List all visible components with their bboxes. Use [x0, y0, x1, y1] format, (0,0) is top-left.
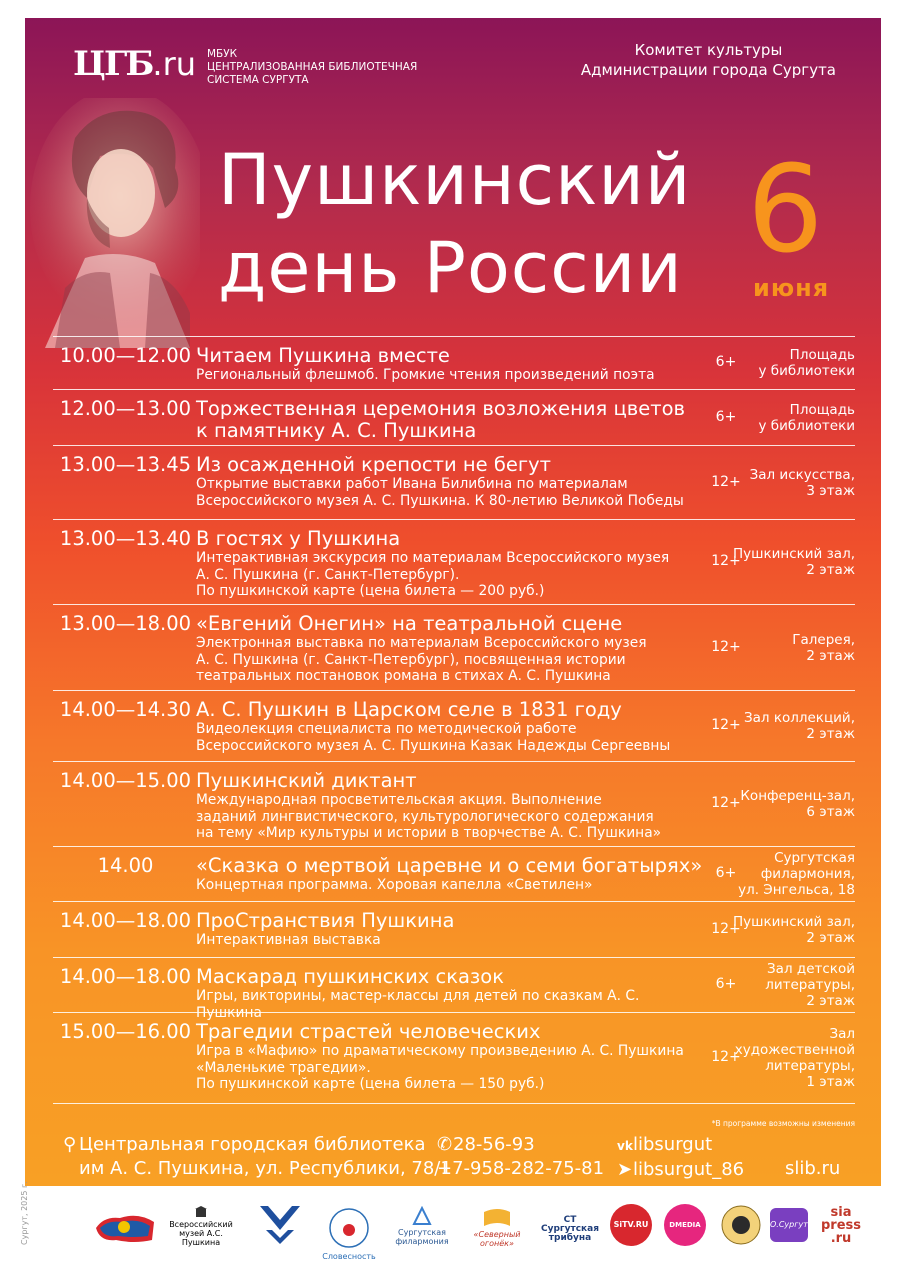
age-rating: 12+ — [711, 473, 741, 490]
phone-1[interactable]: 28-56-93 — [453, 1134, 535, 1155]
telegram-icon: ➤ — [617, 1159, 633, 1180]
date-day: 6 — [747, 141, 824, 280]
partner-surgut-tribune[interactable]: СТ Сургутская трибуна — [541, 1215, 599, 1243]
phone-2[interactable]: +7-958-282-75-81 — [437, 1158, 605, 1179]
partner-severny-ogonek[interactable]: «Северный огонёк» — [462, 1206, 532, 1248]
event-row — [53, 1012, 855, 1103]
logo-mark: ЦГБ.ru — [73, 44, 196, 84]
location-line: 2 этаж — [806, 993, 855, 1009]
event-description: заданий лингвистического, культурологического содержания — [196, 808, 654, 825]
event-description: По пушкинской карте (цена билета — 150 руб.) — [196, 1076, 545, 1092]
partner-dmedia[interactable]: DMEDIA — [664, 1204, 706, 1246]
event-info — [196, 613, 706, 685]
event-location — [730, 710, 855, 742]
event-title: А. С. Пушкин в Царском селе в 1831 году — [196, 698, 622, 721]
slovesnost-emblem-icon — [327, 1206, 371, 1250]
phones — [437, 1133, 604, 1181]
site-link[interactable]: slib.ru — [785, 1158, 841, 1179]
social-links — [617, 1133, 744, 1182]
vk-link[interactable]: vklibsurgut — [617, 1133, 744, 1158]
event-row — [53, 901, 855, 957]
event-location — [730, 546, 855, 578]
location-line: 2 этаж — [806, 562, 855, 578]
age-rating: 6+ — [715, 865, 737, 881]
location-line: Галерея, — [792, 631, 855, 648]
event-time: 14.00—18.00 — [59, 965, 192, 988]
event-row — [53, 389, 855, 445]
event-title: Читаем Пушкина вместе — [196, 344, 450, 367]
event-description: Интерактивная выставка — [196, 932, 381, 948]
event-description: А. С. Пушкина (г. Санкт-Петербург). — [196, 566, 460, 583]
event-row — [53, 519, 855, 604]
poster — [25, 18, 881, 1186]
event-location — [730, 788, 855, 820]
event-description: Игра в «Мафию» по драматическому произведению А. С. Пушкина — [196, 1043, 684, 1059]
event-title: Из осажденной крепости не бегут — [196, 453, 551, 476]
event-time: 13.00—13.40 — [59, 527, 192, 550]
museum-emblem-icon — [194, 1206, 208, 1218]
location-line: 3 этаж — [806, 482, 855, 499]
event-location — [730, 1026, 855, 1090]
phone-icon: ✆ — [437, 1134, 453, 1155]
event-info — [196, 699, 706, 754]
event-title: В гостях у Пушкина — [196, 527, 401, 550]
location-line: у библиотеки — [758, 363, 855, 379]
event-info — [196, 398, 706, 442]
location-line: 2 этаж — [806, 647, 855, 664]
age-rating: 12+ — [711, 1049, 741, 1065]
event-title: «Евгений Онегин» на театральной сцене — [196, 612, 623, 635]
location-line: Зал искусства, — [749, 466, 855, 483]
location-line: Площадь — [789, 401, 855, 418]
event-title: Торжественная церемония возложения цветов — [196, 397, 686, 420]
location-line: Конференц-зал, — [740, 788, 855, 804]
event-description: Региональный флешмоб. Громкие чтения произведений поэта — [196, 367, 655, 383]
event-location — [730, 914, 855, 946]
partner-pushkin-museum[interactable]: Всероссийский музей А.С. Пушкина — [164, 1206, 238, 1247]
event-location — [730, 467, 855, 499]
event-description: «Маленькие трагедии». — [196, 1059, 371, 1076]
event-row — [53, 336, 855, 389]
age-rating: 12+ — [711, 795, 741, 811]
event-description: Открытие выставки работ Ивана Билибина по материалам — [196, 476, 628, 492]
event-time: 15.00—16.00 — [59, 1020, 192, 1043]
event-title: к памятнику А. С. Пушкина — [196, 419, 477, 442]
event-row — [53, 957, 855, 1021]
location-line: Зал — [829, 1026, 855, 1042]
location-line: 6 этаж — [806, 804, 855, 820]
seal-emblem-logo — [720, 1204, 762, 1246]
partner-philharmonic[interactable]: Сургутская филармония — [388, 1206, 456, 1246]
partners-bar — [86, 1186, 886, 1268]
event-time: 13.00—18.00 — [59, 612, 192, 635]
partner-siapress[interactable]: sia press .ru — [820, 1205, 861, 1246]
side-note: Сургут, 2025 г. — [20, 1181, 29, 1245]
event-title: Пушкинский диктант — [196, 769, 417, 792]
event-description: Всероссийского музея А. С. Пушкина Казак Надежды Сергеевны — [196, 737, 671, 754]
event-info — [196, 855, 706, 894]
age-rating: 6+ — [715, 354, 737, 370]
location-line: 1 этаж — [806, 1074, 855, 1090]
location-line: 2 этаж — [806, 929, 855, 946]
page-title: Пушкинский день России — [218, 139, 692, 309]
event-row — [53, 846, 855, 901]
event-description: Всероссийского музея А. С. Пушкина. К 80-летию Великой Победы — [196, 492, 684, 509]
location-line: Зал детской — [767, 961, 855, 977]
event-row — [53, 690, 855, 761]
committee-name: Комитет культуры Администрации города Сургута — [580, 41, 836, 79]
event-description: Интерактивная экскурсия по материалам Всероссийского музея — [196, 550, 670, 566]
event-description: Электронная выставка по материалам Всероссийского музея — [196, 635, 647, 651]
event-schedule — [53, 336, 855, 1104]
ministry-emblem-logo — [256, 1200, 304, 1248]
location-line: художественной — [734, 1042, 855, 1058]
event-description: Видеолекция специалиста по методической работе — [196, 721, 577, 737]
pushkin-portrait — [25, 98, 200, 348]
age-rating: 6+ — [715, 408, 737, 425]
telegram-link[interactable]: ➤libsurgut_86 — [617, 1159, 745, 1180]
event-title: «Сказка о мертвой царевне и о семи богатырях» — [196, 854, 703, 877]
address: ⚲ Центральная городская библиотека им А. С. Пушкина, ул. Республики, 78/1 — [63, 1134, 452, 1179]
philharmonic-emblem-icon — [410, 1206, 434, 1226]
event-location — [730, 632, 855, 664]
russia-map-logo — [94, 1210, 156, 1246]
event-time: 13.00—13.45 — [59, 453, 192, 476]
event-title: ПроСтранствия Пушкина — [196, 909, 455, 932]
event-time: 14.00 — [97, 854, 154, 877]
location-line: Площадь — [789, 347, 855, 363]
event-info — [196, 454, 706, 509]
partner-slovesnost[interactable]: Словесность — [318, 1206, 380, 1261]
location-line: филармония, — [760, 866, 855, 882]
partner-sitv[interactable]: SiTV.RU — [610, 1204, 652, 1246]
event-time: 14.00—14.30 — [59, 698, 192, 721]
age-rating: 12+ — [711, 553, 741, 569]
location-line: 2 этаж — [806, 726, 855, 742]
event-row — [53, 761, 855, 846]
event-title: Трагедии страстей человеческих — [196, 1020, 541, 1043]
event-location — [730, 961, 855, 1009]
event-location — [730, 850, 855, 898]
event-title: Маскарад пушкинских сказок — [196, 965, 505, 988]
location-line: литературы, — [765, 977, 855, 993]
event-location — [730, 402, 855, 434]
footnote: *В программе возможны изменения — [711, 1119, 855, 1128]
event-info — [196, 1021, 706, 1093]
event-time: 10.00—12.00 — [59, 344, 192, 367]
date-month: июня — [753, 274, 830, 302]
book-icon — [482, 1206, 512, 1228]
location-line: у библиотеки — [758, 417, 855, 434]
location-line: Пушкинский зал, — [732, 913, 855, 930]
event-description: Концертная программа. Хоровая капелла «Светилен» — [196, 877, 593, 893]
age-rating: 12+ — [711, 920, 741, 937]
age-rating: 6+ — [715, 976, 737, 992]
contacts — [25, 1123, 881, 1183]
location-line: Сургутская — [774, 850, 855, 866]
event-description: на тему «Мир культуры и истории в творчестве А. С. Пушкина» — [196, 825, 662, 841]
event-row — [53, 604, 855, 690]
location-line: литературы, — [765, 1058, 855, 1074]
age-rating: 12+ — [711, 717, 741, 733]
partner-o-surgut[interactable]: О.Сургут! — [770, 1208, 808, 1242]
event-description: По пушкинской карте (цена билета — 200 руб.) — [196, 583, 545, 599]
event-time: 12.00—13.00 — [59, 397, 192, 420]
event-info — [196, 345, 706, 384]
event-description: Игры, викторины, мастер-классы для детей по сказкам А. С. Пушкина — [196, 988, 640, 1021]
location-line: ул. Энгельса, 18 — [738, 882, 855, 898]
event-row — [53, 445, 855, 519]
event-time: 14.00—15.00 — [59, 769, 192, 792]
age-rating: 12+ — [711, 638, 741, 655]
location-pin-icon: ⚲ — [63, 1134, 77, 1155]
location-line: Пушкинский зал, — [732, 546, 855, 562]
event-info — [196, 528, 706, 600]
vk-icon: vk — [617, 1139, 633, 1153]
event-location — [730, 347, 855, 379]
schedule-bottom-rule — [53, 1103, 855, 1104]
event-description: Международная просветительская акция. Выполнение — [196, 792, 602, 808]
location-line: Зал коллекций, — [743, 710, 855, 726]
event-info — [196, 910, 706, 949]
event-description: театральных постановок романа в стихах А. С. Пушкина — [196, 668, 611, 684]
event-description: А. С. Пушкина (г. Санкт-Петербург), посвященная истории — [196, 651, 626, 668]
event-time: 14.00—18.00 — [59, 909, 192, 932]
library-name: МБУК ЦЕНТРАЛИЗОВАННАЯ БИБЛИОТЕЧНАЯ СИСТЕМА СУРГУТА — [207, 48, 418, 86]
event-info — [196, 770, 706, 842]
